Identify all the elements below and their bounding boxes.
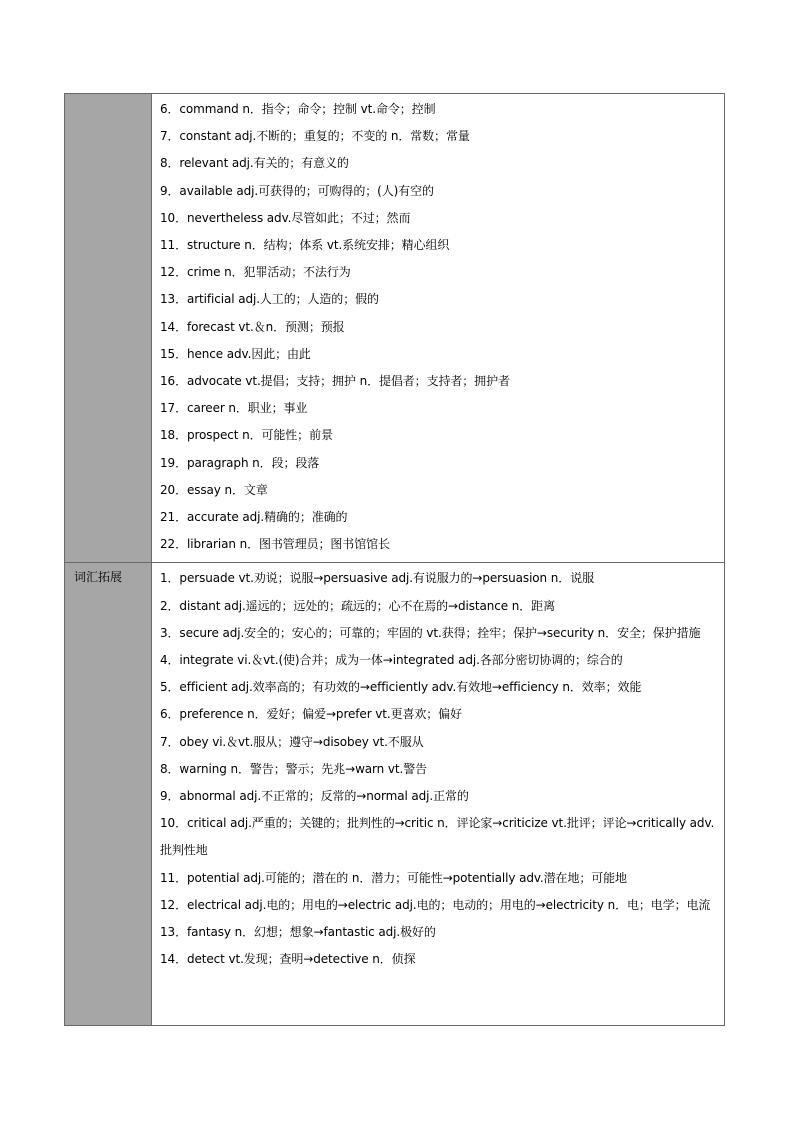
vocab-entry: 14．forecast vt.＆n．预测；预报 <box>160 319 345 334</box>
vocab-entry: 15．hence adv.因此；由此 <box>160 346 311 361</box>
table-row <box>65 563 725 1026</box>
vocab-entry: 9．abnormal adj.不正常的；反常的→normal adj.正常的 <box>160 789 469 804</box>
vocab-entry: 22．librarian n．图书管理员；图书馆馆长 <box>160 537 390 552</box>
vocab-entry: 2．distant adj.遥远的；远处的；疏远的；心不在焉的→distance n．距离 <box>160 598 555 613</box>
vocab-entry: 20．essay n．文章 <box>160 482 268 497</box>
vocab-entry: 10．critical adj.严重的；关键的；批判性的→critic n．评论家→criticize vt.批评；评论→critically adv.批判性地 <box>160 816 715 858</box>
vocab-entry: 11．structure n．结构；体系 vt.系统安排；精心组织 <box>160 238 450 253</box>
vocabulary-table <box>64 93 725 1026</box>
row-content-cell <box>152 94 725 563</box>
vocab-entry: 21．accurate adj.精确的；准确的 <box>160 510 348 525</box>
vocab-entry: 18．prospect n．可能性；前景 <box>160 428 333 443</box>
vocab-entry: 12．crime n．犯罪活动；不法行为 <box>160 265 351 280</box>
vocab-entry: 19．paragraph n．段；段落 <box>160 455 320 470</box>
row-content-cell <box>152 563 725 1026</box>
row-label-cell <box>65 563 152 1026</box>
vocab-entry: 17．career n．职业；事业 <box>160 401 308 416</box>
vocab-entry: 3．secure adj.安全的；安心的；可靠的；牢固的 vt.获得；拴牢；保护→security n．安全；保护措施 <box>160 625 701 640</box>
row-label-cell <box>65 94 152 563</box>
vocab-entry: 13．artificial adj.人工的；人造的；假的 <box>160 292 379 307</box>
vocab-entry: 13．fantasy n．幻想；想象→fantastic adj.极好的 <box>160 925 436 940</box>
vocab-entry: 8．warning n．警告；警示；先兆→warn vt.警告 <box>160 761 427 776</box>
vocab-entry: 7．constant adj.不断的；重复的；不变的 n．常数；常量 <box>160 129 470 144</box>
vocab-entry: 8．relevant adj.有关的；有意义的 <box>160 156 349 171</box>
vocab-entry: 9．available adj.可获得的；可购得的；(人)有空的 <box>160 183 434 198</box>
vocab-entry: 1．persuade vt.劝说；说服→persuasive adj.有说服力的→persuasion n．说服 <box>160 571 594 586</box>
vocab-entry: 4．integrate vi.＆vt.(使)合并；成为一体→integrated adj.各部分密切协调的；综合的 <box>160 653 623 668</box>
vocab-entry: 12．electrical adj.电的；用电的→electric adj.电的；电动的；用电的→electricity n．电；电学；电流 <box>160 897 711 912</box>
vocab-entry: 16．advocate vt.提倡；支持；拥护 n．提倡者；支持者；拥护者 <box>160 374 510 389</box>
vocab-entry: 6．preference n．爱好；偏爱→prefer vt.更喜欢；偏好 <box>160 707 462 722</box>
vocab-entry: 5．efficient adj.效率高的；有功效的→efficiently adv.有效地→efficiency n．效率；效能 <box>160 680 642 695</box>
vocab-entry: 10．nevertheless adv.尽管如此；不过；然而 <box>160 210 411 225</box>
row-label <box>65 94 151 98</box>
vocab-entry: 7．obey vi.＆vt.服从；遵守→disobey vt.不服从 <box>160 734 424 749</box>
row-label: 词汇拓展 <box>74 570 123 585</box>
table-row <box>65 94 725 563</box>
vocab-entry: 11．potential adj.可能的；潜在的 n．潜力；可能性→potentially adv.潜在地；可能地 <box>160 870 627 885</box>
vocab-entry: 6．command n．指令；命令；控制 vt.命令；控制 <box>160 102 436 116</box>
vocab-entry: 14．detect vt.发现；查明→detective n．侦探 <box>160 952 416 967</box>
